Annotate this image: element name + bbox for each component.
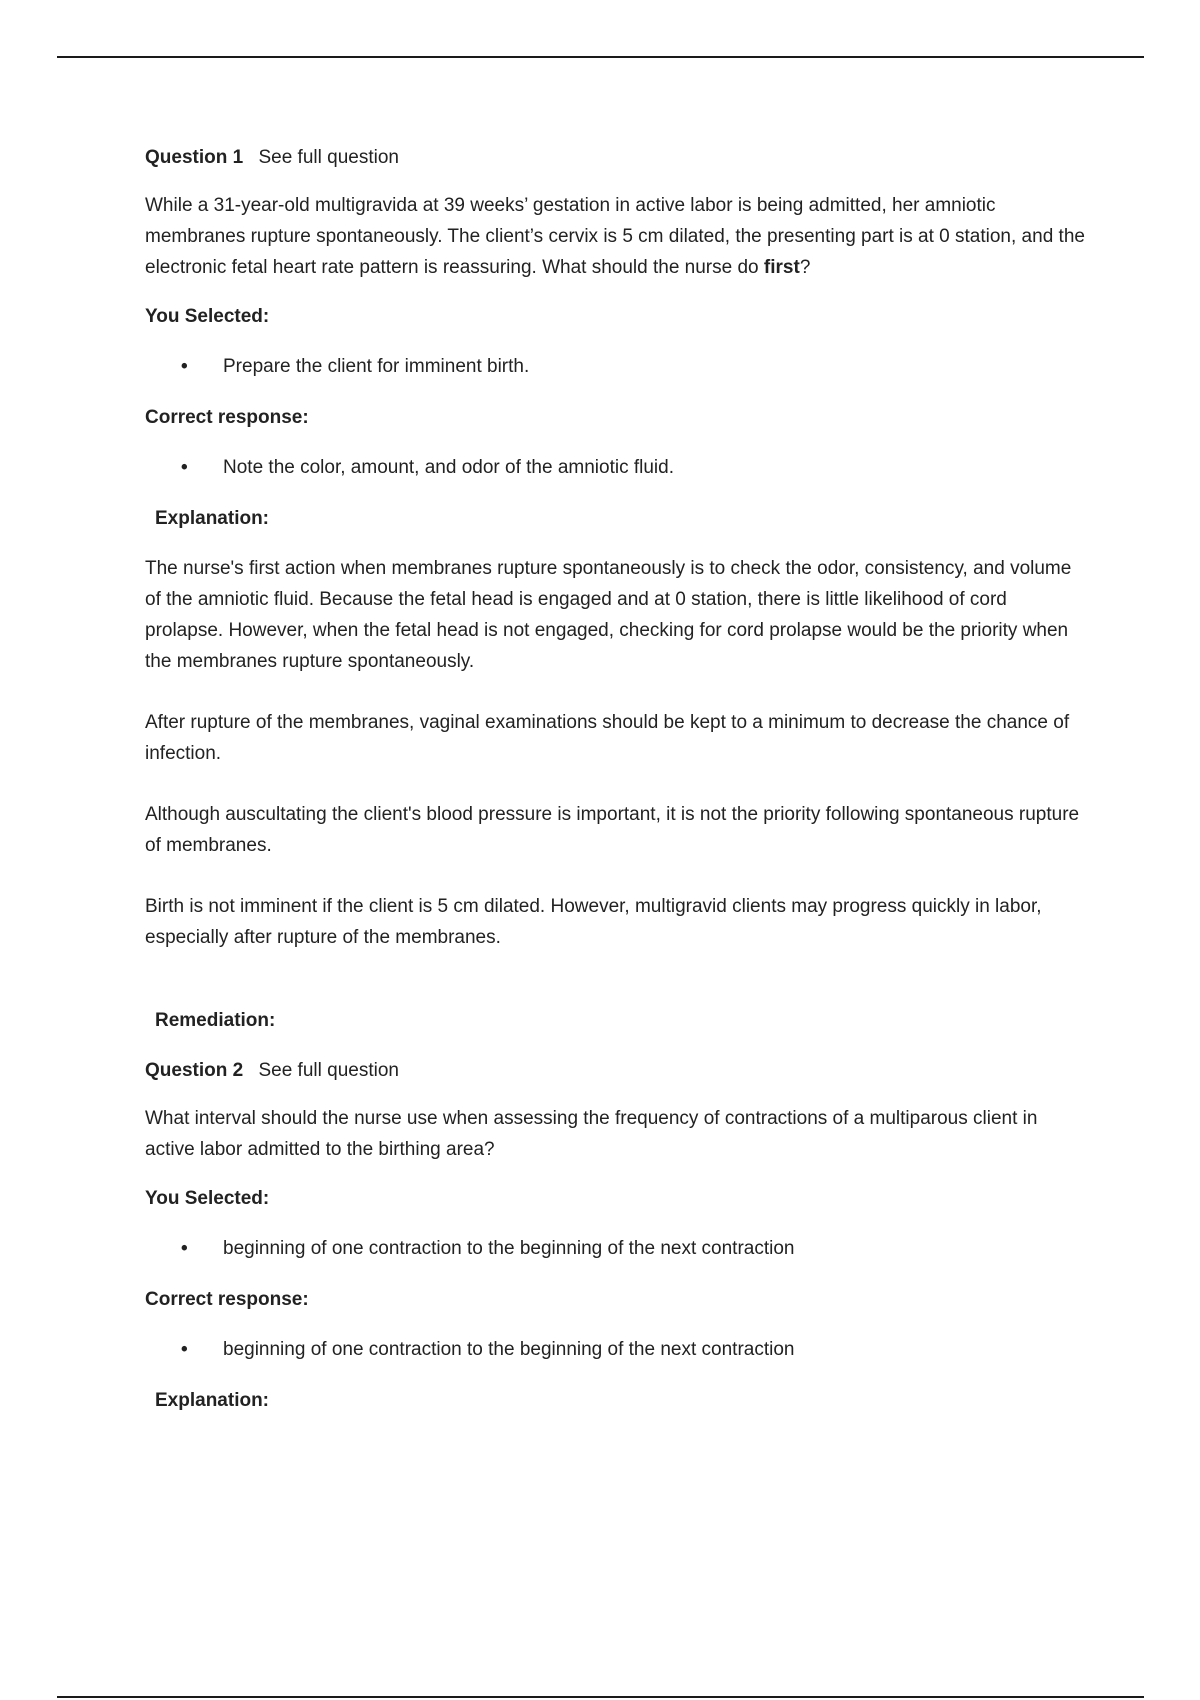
question-1-selected-answer-text: Prepare the client for imminent birth. xyxy=(223,356,530,377)
question-1-selected-answer xyxy=(145,351,1085,382)
question-1-text-end: ? xyxy=(799,257,811,278)
question-1-correct-heading: Correct response: xyxy=(145,407,309,428)
question-1-text-main: While a 31-year-old multigravida at 39 weeks’ gestation in active labor is being admitted, her amniotic membranes rupture spontaneously. The client’s cervix is 5 cm dilated, the presenting part is at 0 station, and the electronic fetal heart rate pattern is reassuring. What should the nurse do xyxy=(145,195,1085,278)
question-1-correct-answer-text: Note the color, amount, and odor of the amniotic fluid. xyxy=(223,457,674,478)
question-2-selected-answer xyxy=(145,1233,1085,1264)
bullet-icon: • xyxy=(181,457,188,478)
question-2-correct-list xyxy=(145,1334,1085,1365)
question-1-explanation-paragraph: After rupture of the membranes, vaginal examinations should be kept to a minimum to decrease the chance of infection. xyxy=(145,712,1070,764)
question-2-correct-answer xyxy=(145,1334,1085,1365)
bullet-icon: • xyxy=(181,1339,188,1360)
question-1-heading xyxy=(145,142,1085,173)
question-2-correct-heading: Correct response: xyxy=(145,1289,309,1310)
bullet-icon: • xyxy=(181,356,188,377)
question-1-selected-list xyxy=(145,351,1085,382)
question-1-remediation-heading: Remediation: xyxy=(155,1010,276,1031)
question-2-correct-answer-text: beginning of one contraction to the beginning of the next contraction xyxy=(223,1339,795,1360)
bottom-divider xyxy=(57,1696,1144,1698)
question-2-selected-heading: You Selected: xyxy=(145,1188,270,1209)
question-1-explanation-heading: Explanation: xyxy=(155,508,270,529)
question-1-selected-heading: You Selected: xyxy=(145,306,270,327)
question-2-explanation-heading: Explanation: xyxy=(155,1390,270,1411)
question-1-text-emphasis: first xyxy=(763,257,800,278)
question-2-label: Question 2 xyxy=(145,1060,244,1081)
question-1-see-full-link[interactable]: See full question xyxy=(258,147,399,168)
question-1-explanation-paragraph: The nurse's first action when membranes rupture spontaneously is to check the odor, consistency, and volume of the amniotic fluid. Because the fetal head is engaged and at 0 station, there is little likelihood of cord prolapse. However, when the fetal head is not engaged, checking for cord prolapse would be the priority when the membranes rupture spontaneously. xyxy=(145,558,1072,672)
spacer xyxy=(145,983,1085,1005)
question-2-see-full-link[interactable]: See full question xyxy=(258,1060,399,1081)
question-1-label: Question 1 xyxy=(145,147,244,168)
top-divider xyxy=(57,56,1144,58)
question-1-explanation-paragraph: Birth is not imminent if the client is 5 cm dilated. However, multigravid clients may progress quickly in labor, especially after rupture of the membranes. xyxy=(145,896,1042,948)
question-1-explanation-paragraph: Although auscultating the client's blood pressure is important, it is not the priority following spontaneous rupture of membranes. xyxy=(145,804,1080,856)
question-1-text xyxy=(145,190,1085,283)
document-body xyxy=(145,142,1085,1435)
question-2-selected-list xyxy=(145,1233,1085,1264)
bullet-icon: • xyxy=(181,1238,188,1259)
question-1-correct-answer xyxy=(145,452,1085,483)
question-1-correct-list xyxy=(145,452,1085,483)
question-2-text: What interval should the nurse use when assessing the frequency of contractions of a multiparous client in active labor admitted to the birthing area? xyxy=(145,1108,1038,1160)
question-2-selected-answer-text: beginning of one contraction to the beginning of the next contraction xyxy=(223,1238,795,1259)
question-2-heading xyxy=(145,1055,1085,1086)
